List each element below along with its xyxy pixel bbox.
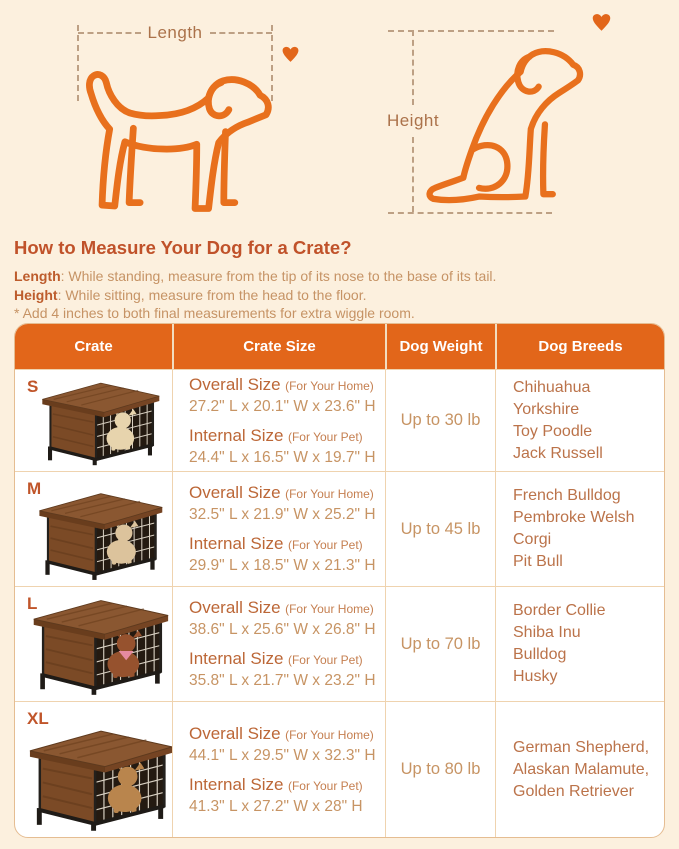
height-instruction <box>14 286 669 305</box>
breed-name: Toy Poodle <box>513 422 593 440</box>
overall-size-note: (For Your Home) <box>285 602 374 616</box>
length-instruction-label: Length <box>14 268 61 284</box>
breed-list <box>513 737 660 803</box>
length-instruction <box>14 267 669 286</box>
header-crate-size: Crate Size <box>172 324 385 369</box>
overall-size-dims: 44.1" L x 29.5" W x 32.3" H <box>189 746 376 764</box>
breed-name: French Bulldog <box>513 487 621 504</box>
internal-size-dims: 41.3" L x 27.2" W x 28" H <box>189 797 363 815</box>
crate-product-image <box>30 591 170 696</box>
crate-product-image <box>36 485 164 581</box>
weight-cell-l: Up to 70 lb <box>385 586 495 701</box>
crate-size-table <box>14 323 665 838</box>
crate-cell-xl <box>15 701 172 837</box>
breed-name: Bulldog <box>513 646 567 663</box>
crate-size-letter: L <box>27 594 38 613</box>
crate-product-image <box>39 375 161 466</box>
heart-icon <box>591 12 612 32</box>
breed-name: Border Collie <box>513 602 606 619</box>
internal-size-dims: 35.8" L x 21.7" W x 23.2" H <box>189 672 376 689</box>
internal-size-block <box>189 534 379 575</box>
breed-name: Golden Retriever <box>513 782 634 800</box>
size-cell-l <box>172 586 385 701</box>
crate-size-letter: M <box>27 479 42 498</box>
breed-list <box>513 377 660 465</box>
internal-size-label: Internal Size <box>189 774 284 794</box>
header-crate: Crate <box>15 324 172 369</box>
breed-name: Yorkshire <box>513 400 580 418</box>
breeds-cell-s <box>495 369 664 471</box>
breed-list <box>513 485 660 573</box>
breed-list <box>513 600 660 688</box>
sitting-dog-illustration <box>410 26 614 218</box>
internal-size-note: (For Your Pet) <box>287 778 363 793</box>
breed-name: Chihuahua <box>513 378 591 396</box>
length-instruction-text: : While standing, measure from the tip of its nose to the base of its tail. <box>60 268 497 284</box>
wiggle-room-note: * Add 4 inches to both final measurements for extra wiggle room. <box>14 305 415 321</box>
internal-size-block <box>189 426 379 467</box>
breeds-cell-xl <box>495 701 664 837</box>
length-label: Length <box>147 23 203 42</box>
header-dog-breeds: Dog Breeds <box>495 324 664 369</box>
overall-size-block <box>189 598 379 639</box>
overall-size-dims: 38.6" L x 25.6" W x 26.8" H <box>189 621 376 638</box>
header-dog-weight: Dog Weight <box>385 324 495 369</box>
weight-cell-m: Up to 45 lb <box>385 471 495 586</box>
crate-cell-s <box>15 369 172 471</box>
overall-size-block <box>189 724 379 765</box>
breed-name: Alaskan Malamute, <box>513 760 650 778</box>
overall-size-block <box>189 483 379 524</box>
breed-name: German Shepherd, <box>513 738 650 756</box>
how-to-measure-section <box>14 237 669 323</box>
overall-size-dims: 32.5" L x 21.9" W x 25.2" H <box>189 506 376 523</box>
size-cell-m <box>172 471 385 586</box>
internal-size-block <box>189 649 379 690</box>
overall-size-label: Overall Size <box>189 723 281 743</box>
crate-cell-m <box>15 471 172 586</box>
breed-name: Pit Bull <box>513 553 563 570</box>
overall-size-label: Overall Size <box>189 483 281 502</box>
internal-size-label: Internal Size <box>189 649 284 668</box>
length-measure-line <box>78 22 272 44</box>
internal-size-dims: 29.9" L x 18.5" W x 21.3" H <box>189 557 376 574</box>
weight-cell-xl: Up to 80 lb <box>385 701 495 837</box>
height-instruction-text: : While sitting, measure from the head to the floor. <box>57 286 367 303</box>
internal-size-dims: 24.4" L x 16.5" W x 19.7" H <box>189 448 376 466</box>
size-cell-s <box>172 369 385 471</box>
length-diagram <box>30 14 320 220</box>
standing-dog-illustration <box>40 42 318 228</box>
dash-segment <box>78 32 141 34</box>
overall-size-note: (For Your Home) <box>285 487 374 501</box>
height-diagram <box>358 8 658 224</box>
internal-size-note: (For Your Pet) <box>287 653 363 667</box>
overall-size-dims: 27.2" L x 20.1" W x 23.6" H <box>189 397 376 415</box>
breed-name: Pembroke Welsh Corgi <box>513 509 635 548</box>
size-cell-xl <box>172 701 385 837</box>
breed-name: Shiba Inu <box>513 624 581 641</box>
crate-size-letter: S <box>27 377 39 396</box>
heart-icon <box>281 45 300 63</box>
overall-size-note: (For Your Home) <box>285 727 374 742</box>
overall-size-note: (For Your Home) <box>285 378 374 393</box>
crate-cell-l <box>15 586 172 701</box>
weight-cell-s: Up to 30 lb <box>385 369 495 471</box>
overall-size-label: Overall Size <box>189 374 281 394</box>
breed-name: Jack Russell <box>513 444 603 462</box>
overall-size-label: Overall Size <box>189 598 281 617</box>
dash-segment <box>210 32 273 34</box>
internal-size-note: (For Your Pet) <box>287 538 363 552</box>
crate-product-image <box>26 721 174 832</box>
internal-size-label: Internal Size <box>189 425 284 445</box>
breeds-cell-l <box>495 586 664 701</box>
section-title: How to Measure Your Dog for a Crate? <box>14 237 352 258</box>
crate-size-letter: XL <box>27 709 49 728</box>
breeds-cell-m <box>495 471 664 586</box>
overall-size-block <box>189 375 379 416</box>
breed-name: Husky <box>513 668 558 685</box>
internal-size-label: Internal Size <box>189 534 284 553</box>
internal-size-block <box>189 775 379 816</box>
internal-size-note: (For Your Pet) <box>287 429 363 444</box>
height-label: Height <box>386 111 440 130</box>
height-instruction-label: Height <box>14 286 58 303</box>
